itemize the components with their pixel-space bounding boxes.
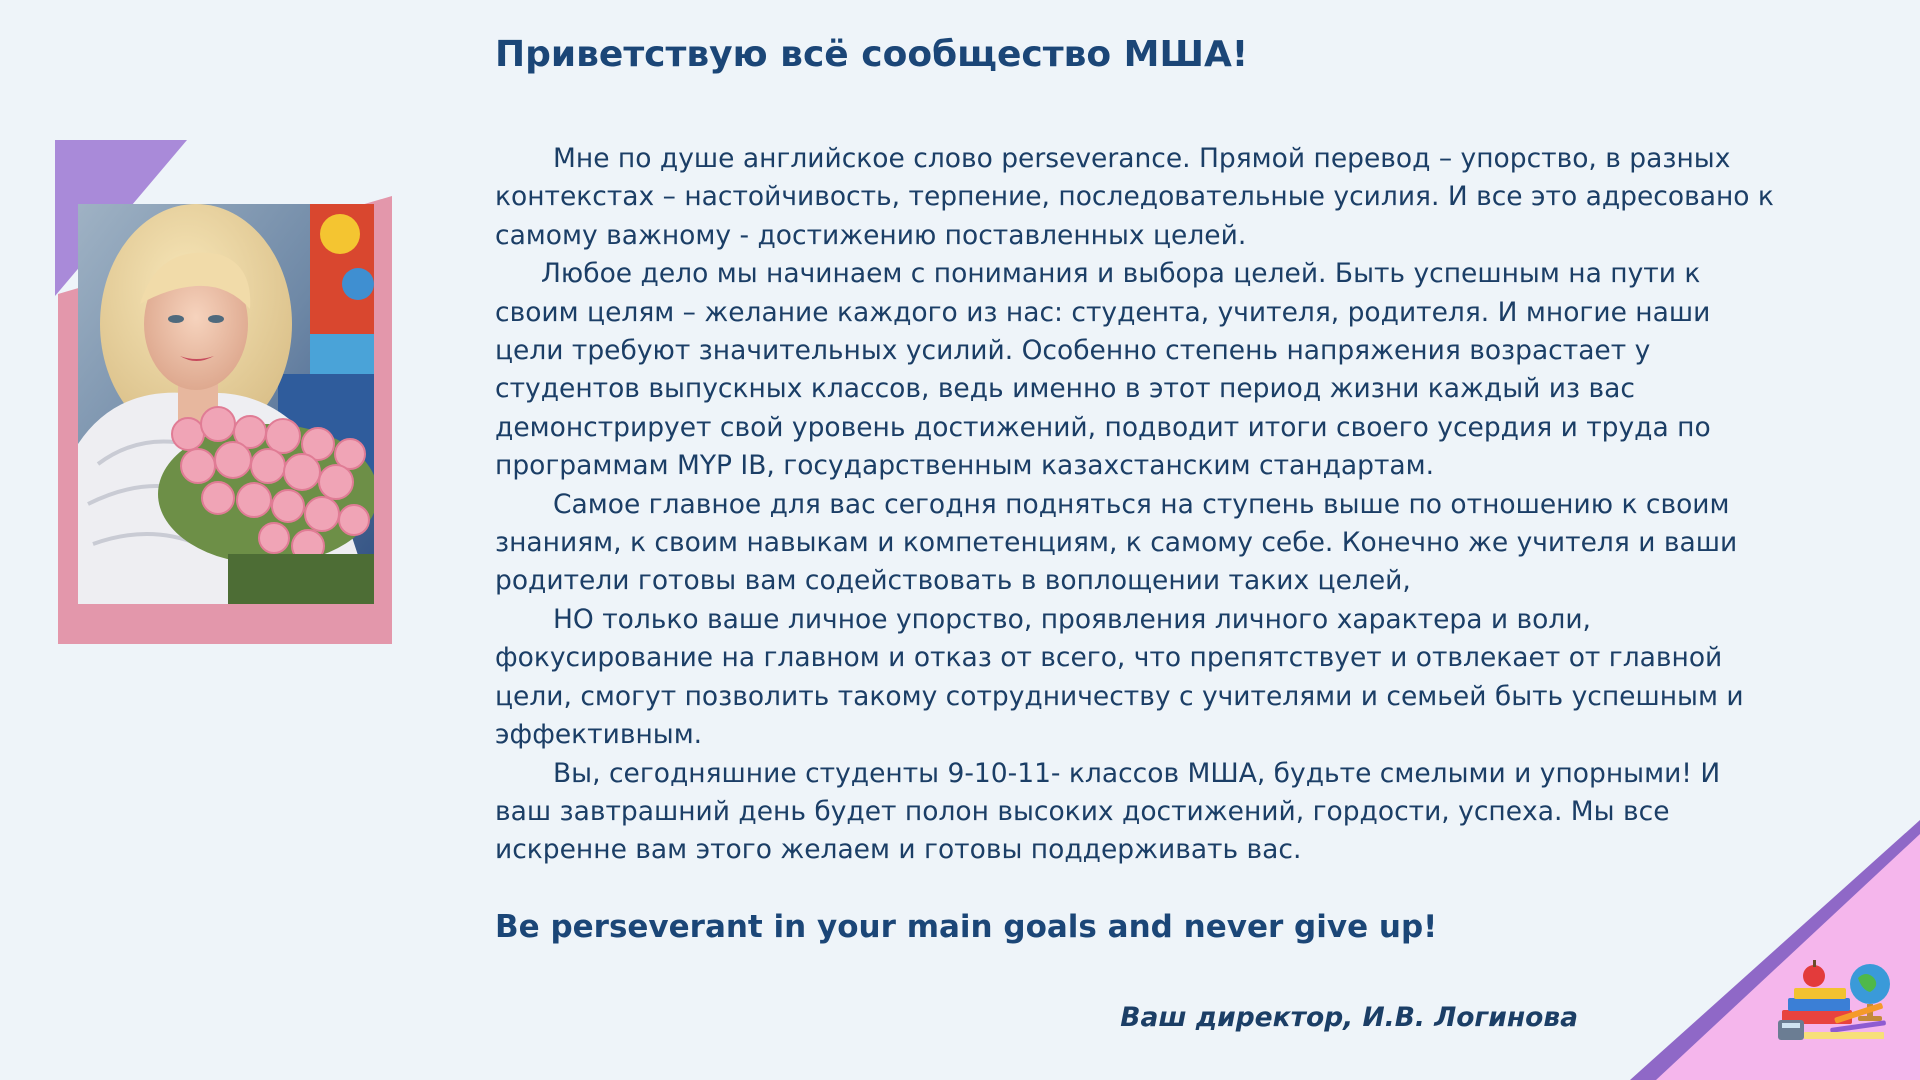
paragraph-4: НО только ваше личное упорство, проявления личного характера и воли, фокусирование на главном и отказ от всего, что препятствует и отвлекает от главной цели, смогут позволить такому сотрудничеству с учителями и семьей быть успешным и эффективным.	[495, 603, 1744, 751]
letter-title: Приветствую всё сообщество МША!	[495, 34, 1249, 75]
paragraph-2: Любое дело мы начинаем с понимания и выбора целей. Быть успешным на пути к своим целям – желание каждого из нас: студента, учителя, родителя. И многие наши цели требуют значительных усилий. Особенно степень напряжения возрастает у студентов выпускных классов, ведь именно в этот период жизни каждый из вас демонстрирует свой уровень достижений, подводит итоги своего усердия и труда по программам MYP IB, государственным казахстанским стандартам.	[495, 258, 1711, 482]
motto-text: Be perseverant in your main goals and never give up!	[495, 908, 1438, 945]
paragraph-1: Мне по душе английское слово perseverance. Прямой перевод – упорство, в разных контекстах – настойчивость, терпение, последовательные усилия. И все это адресовано к самому важному - достижению поставленных целей.	[495, 143, 1774, 251]
director-portrait-photo	[78, 204, 374, 604]
letter-content	[495, 26, 1780, 948]
paragraph-5: Вы, сегодняшние студенты 9-10-11- классов МША, будьте смелыми и упорными! И ваш завтрашний день будет полон высоких достижений, гордости, успеха. Мы все искренне вам этого желаем и готовы поддерживать вас.	[495, 757, 1721, 866]
school-supplies-icon	[1774, 948, 1900, 1044]
signature: Ваш директор, И.В. Логинова	[1120, 1002, 1578, 1033]
paragraph-3: Самое главное для вас сегодня подняться на ступень выше по отношению к своим знаниям, к своим навыкам и компетенциям, к самому себе. Конечно же учителя и ваши родители готовы вам содействовать в воплощении таких целей,	[495, 488, 1738, 597]
letter-body	[495, 140, 1780, 870]
